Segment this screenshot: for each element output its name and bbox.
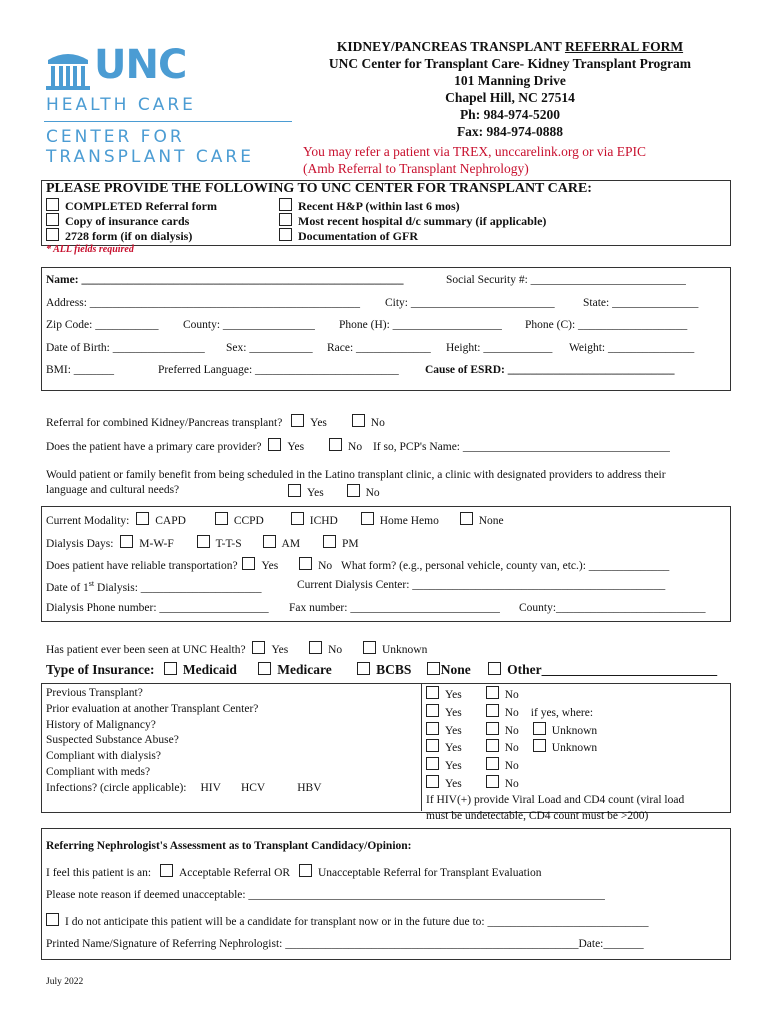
hiv-note: If HIV(+) provide Viral Load and CD4 count (viral load (426, 793, 685, 806)
phone-cell-field[interactable]: Phone (C): ___________________ (525, 319, 688, 331)
required-note: * ALL fields required (46, 244, 134, 255)
sex-field[interactable]: Sex: ___________ (226, 342, 313, 354)
logo-mark: UNC (94, 42, 187, 88)
latino-yes-checkbox[interactable] (288, 484, 301, 497)
insurance-bcbs-checkbox[interactable] (357, 662, 370, 675)
provide-right-list (279, 198, 546, 243)
bmi-field[interactable]: BMI: _______ (46, 364, 115, 376)
logo-center-for: CENTER FOR (46, 127, 185, 147)
latino-options: Yes No (288, 484, 380, 499)
no-checkbox[interactable] (486, 757, 499, 770)
candidacy-row: I feel this patient is an: Acceptable Referral OR Unacceptable Referral for Transplant Evaluation (46, 864, 541, 879)
address-field[interactable]: Address: _______________________________________________ (46, 297, 361, 309)
provide-item[interactable]: Copy of insurance cards (46, 213, 217, 228)
anticipate-row (46, 913, 649, 928)
refer-note-2: (Amb Referral to Transplant Nephrology) (303, 161, 529, 176)
yes-checkbox[interactable] (426, 722, 439, 735)
modality-home-hemo-checkbox[interactable] (361, 512, 374, 525)
race-field[interactable]: Race: _____________ (327, 342, 431, 354)
address-street: 101 Manning Drive (454, 73, 566, 88)
insurance-row: Type of Insurance: Medicaid Medicare BCBS None Other__________________________ (46, 662, 718, 677)
pcp-name-field[interactable]: If so, PCP's Name: ____________________________________ (372, 441, 670, 453)
latino-question-line1: Would patient or family benefit from being scheduled in the Latino transplant clinic, a clinic with designated providers to address their (46, 469, 666, 481)
modality-none-checkbox[interactable] (460, 512, 473, 525)
phone-number: Ph: 984-974-5200 (459, 107, 561, 122)
insurance-other-field: Other__________________________ (507, 662, 718, 677)
history-answers: Yes No Yes No if yes, where: Yes No Unknown Yes No Unknown Yes No Yes No If HIV(+) provide Viral Load and CD4 count (viral load must be undetectable, CD4 count must be >200) (426, 686, 684, 824)
unc-yes-checkbox[interactable] (252, 641, 265, 654)
provide-left-list (46, 198, 217, 243)
signature-field[interactable]: Printed Name/Signature of Referring Nephrologist: ___________________________________________________Date:_______ (46, 938, 644, 950)
modality-row: Current Modality: CAPD CCPD ICHD Home Hemo None (46, 512, 504, 527)
unacceptable-checkbox[interactable] (299, 864, 312, 877)
modality-ccpd-checkbox[interactable] (215, 512, 228, 525)
no-checkbox[interactable] (486, 722, 499, 735)
refer-note-1: You may refer a patient via TREX, unccarelink.org or via EPIC (303, 144, 647, 159)
no-checkbox[interactable] (486, 739, 499, 752)
no-checkbox[interactable] (486, 775, 499, 788)
zip-field[interactable]: Zip Code: ___________ (46, 319, 159, 331)
yes-checkbox[interactable] (426, 686, 439, 699)
unknown-checkbox[interactable] (533, 739, 546, 752)
checkbox[interactable] (279, 228, 292, 241)
provide-item[interactable]: Documentation of GFR (279, 228, 546, 243)
form-title: KIDNEY/PANCREAS TRANSPLANT REFERRAL FORM (336, 39, 684, 54)
phone-home-field[interactable]: Phone (H): ___________________ (339, 319, 502, 331)
transport-yes-checkbox[interactable] (242, 557, 255, 570)
height-field[interactable]: Height: ____________ (446, 342, 553, 354)
anticipate-checkbox[interactable] (46, 913, 59, 926)
infection-hbv[interactable]: HBV (297, 781, 322, 794)
insurance-other-checkbox[interactable] (488, 662, 501, 675)
infection-hcv[interactable]: HCV (240, 781, 266, 794)
days-tts-checkbox[interactable] (197, 535, 210, 548)
days-pm-checkbox[interactable] (323, 535, 336, 548)
checkbox[interactable] (46, 228, 59, 241)
days-am-checkbox[interactable] (263, 535, 276, 548)
provide-item[interactable]: Recent H&P (within last 6 mos) (279, 198, 546, 213)
no-checkbox[interactable] (486, 704, 499, 717)
provide-item[interactable]: 2728 form (if on dialysis) (46, 228, 217, 243)
insurance-none-checkbox[interactable] (427, 662, 440, 675)
state-field[interactable]: State: _______________ (583, 297, 699, 309)
pcp-yes-checkbox[interactable] (268, 438, 281, 451)
dialysis-county-field[interactable]: County:__________________________ (519, 602, 706, 614)
transport-form-field[interactable]: What form? (e.g., personal vehicle, county van, etc.): ______________ (341, 560, 670, 572)
program-name: UNC Center for Transplant Care- Kidney Transplant Program (328, 56, 692, 71)
history-divider (421, 683, 422, 811)
logo-divider (44, 121, 292, 122)
reason-field[interactable]: Please note reason if deemed unacceptable: ______________________________________________________________ (46, 889, 605, 901)
unknown-checkbox[interactable] (533, 722, 546, 735)
name-field[interactable]: Name: ________________________________________________________ (46, 274, 404, 286)
modality-ichd-checkbox[interactable] (291, 512, 304, 525)
ssn-field[interactable]: Social Security #: ___________________________ (446, 274, 686, 286)
transport-no-checkbox[interactable] (299, 557, 312, 570)
modality-capd-checkbox[interactable] (136, 512, 149, 525)
yes-checkbox[interactable] (426, 739, 439, 752)
unc-no-checkbox[interactable] (309, 641, 322, 654)
days-mwf-checkbox[interactable] (120, 535, 133, 548)
first-dialysis-date-field[interactable]: Date of 1st Dialysis: _____________________ (46, 579, 262, 594)
pcp-question: Does the patient have a primary care provider? Yes No If so, PCP's Name: ____________________________________ (46, 438, 670, 453)
logo-health-care: HEALTH CARE (46, 95, 196, 115)
unc-health-question: Has patient ever been seen at UNC Health? Yes No Unknown (46, 641, 427, 656)
address-city: Chapel Hill, NC 27514 (445, 90, 575, 105)
combined-question: Referral for combined Kidney/Pancreas transplant? Yes No (46, 414, 385, 429)
yes-checkbox[interactable] (426, 704, 439, 717)
infection-hiv[interactable]: HIV (200, 781, 221, 794)
acceptable-checkbox[interactable] (160, 864, 173, 877)
checkbox[interactable] (279, 198, 292, 211)
anticipate-field[interactable]: I do not anticipate this patient will be a candidate for transplant now or in the future due to: ____________________________ (65, 916, 649, 928)
provide-title: PLEASE PROVIDE THE FOLLOWING TO UNC CENTER FOR TRANSPLANT CARE: (46, 181, 592, 196)
form-header (290, 38, 730, 140)
history-questions: Previous Transplant? Prior evaluation at another Transplant Center? History of Malignancy? Suspected Substance Abuse? Compliant with dialysis? Compliant with meds? Infections? (circle applicable): HIV HCV HBV (46, 687, 322, 794)
provide-item[interactable]: Most recent hospital d/c summary (if applicable) (279, 213, 546, 228)
dob-field[interactable]: Date of Birth: ________________ (46, 342, 205, 354)
yes-checkbox[interactable] (426, 775, 439, 788)
unc-unknown-checkbox[interactable] (363, 641, 376, 654)
latino-question-line2: language and cultural needs? (46, 484, 180, 496)
county-field[interactable]: County: ________________ (183, 319, 315, 331)
logo-transplant-care: TRANSPLANT CARE (46, 147, 254, 167)
provide-item[interactable]: COMPLETED Referral form (46, 198, 217, 213)
footer-date: July 2022 (46, 977, 84, 987)
old-well-icon (44, 48, 92, 92)
checkbox[interactable] (46, 198, 59, 211)
fax-number: Fax: 984-974-0888 (456, 124, 564, 139)
insurance-medicare-checkbox[interactable] (258, 662, 271, 675)
combined-yes-checkbox[interactable] (291, 414, 304, 427)
weight-field[interactable]: Weight: _______________ (569, 342, 695, 354)
esrd-field[interactable]: Cause of ESRD: _____________________________ (425, 364, 675, 376)
latino-no-checkbox[interactable] (347, 484, 360, 497)
city-field[interactable]: City: _________________________ (385, 297, 555, 309)
dialysis-fax-field[interactable]: Fax number: __________________________ (289, 602, 500, 614)
assessment-title: Referring Nephrologist's Assessment as to Transplant Candidacy/Opinion: (46, 840, 412, 852)
insurance-medicaid-checkbox[interactable] (164, 662, 177, 675)
dialysis-days-row: Dialysis Days: M-W-F T-T-S AM PM (46, 535, 359, 550)
transport-row: Does patient have reliable transportation? Yes No What form? (e.g., personal vehicle, county van, etc.): ______________ (46, 557, 669, 572)
language-field[interactable]: Preferred Language: _________________________ (158, 364, 399, 376)
pcp-no-checkbox[interactable] (329, 438, 342, 451)
dialysis-phone-field[interactable]: Dialysis Phone number: ___________________ (46, 602, 269, 614)
combined-no-checkbox[interactable] (352, 414, 365, 427)
checkbox[interactable] (46, 213, 59, 226)
dialysis-center-field[interactable]: Current Dialysis Center: ____________________________________________ (297, 579, 666, 591)
no-checkbox[interactable] (486, 686, 499, 699)
checkbox[interactable] (279, 213, 292, 226)
yes-checkbox[interactable] (426, 757, 439, 770)
